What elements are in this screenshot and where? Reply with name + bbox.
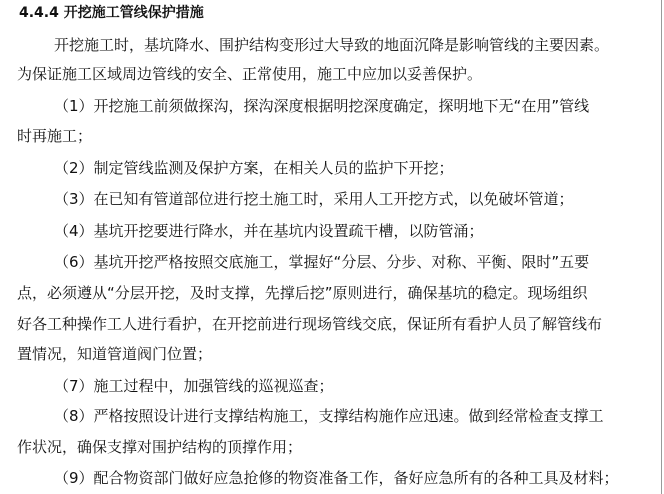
body-line: 好各工种操作工人进行看护，在开挖前进行现场管线交底，保证所有看护人员了解管线布 bbox=[17, 315, 603, 333]
body-line: 点，必须遵从“分层开挖，及时支撑，先撑后挖”原则进行，确保基坑的稳定。现场组织 bbox=[17, 284, 588, 302]
page-edge-rule bbox=[661, 0, 662, 494]
section-heading: 4.4.4 开挖施工管线保护措施 bbox=[19, 5, 204, 21]
list-item-2: （2）制定管线监测及保护方案，在相关人员的监护下开挖； bbox=[54, 159, 454, 177]
body-line: 开挖施工时，基坑降水、围护结构变形过大导致的地面沉降是影响管线的主要因素。 bbox=[54, 36, 610, 54]
body-line: 置情况，知道管道阀门位置； bbox=[17, 345, 213, 363]
list-item-6: （6）基坑开挖严格按照交底施工，掌握好“分层、分步、对称、平衡、限时”五要 bbox=[54, 253, 590, 271]
list-item-4: （4）基坑开挖要进行降水，并在基坑内设置疏干槽，以防管涌； bbox=[54, 222, 484, 240]
body-line: 作状况，确保支撑对围护结构的顶撑作用； bbox=[17, 438, 303, 456]
list-item-1: （1）开挖施工前须做探沟，探沟深度根据明挖深度确定，探明地下无“在用”管线 bbox=[54, 97, 590, 115]
list-item-7: （7）施工过程中，加强管线的巡视巡查； bbox=[54, 377, 334, 395]
body-line: 为保证施工区域周边管线的安全、正常使用，施工中应加以妥善保护。 bbox=[17, 65, 483, 83]
body-line: 时再施工； bbox=[17, 127, 93, 145]
list-item-3: （3）在已知有管道部位进行挖土施工时，采用人工开挖方式，以免破坏管道； bbox=[54, 190, 574, 208]
list-item-8: （8）严格按照设计进行支撑结构施工，支撑结构施作应迅速。做到经常检查支撑工 bbox=[54, 407, 604, 425]
list-item-9: （9）配合物资部门做好应急抢修的物资准备工作，备好应急所有的各种工具及材料； bbox=[54, 469, 619, 487]
